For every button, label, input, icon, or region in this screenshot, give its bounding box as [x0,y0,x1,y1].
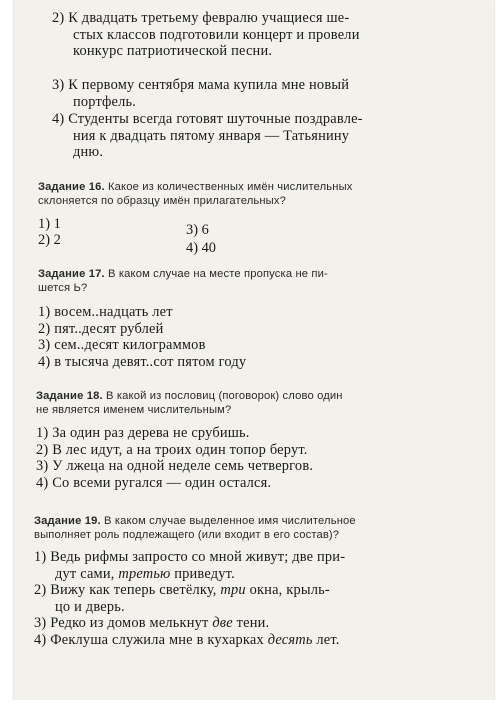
option-number: 4) [38,353,51,370]
item-line: конкурс патриотической песни. [73,43,273,59]
option-number: 3) [38,337,51,353]
option-text: в тысяча девят..сот пятом году [54,353,247,370]
option-text: лет. [312,631,340,648]
option-number: 3) [186,222,198,238]
option-number: 2) [38,232,50,248]
option-2-cont: цо и дверь. [55,598,125,615]
option [38,337,494,354]
option [36,442,494,459]
option-number: 3) [34,615,47,631]
option-text: Феклуша служила мне в кухарках [50,631,268,648]
option [38,232,61,249]
option [186,240,216,257]
task-19-heading [34,515,494,542]
task-19-options [34,549,494,648]
option-number: 1) [34,549,47,565]
option-number: 2) [34,582,47,598]
question-line: Какое из количественных имён числительных [108,181,353,193]
question-line: В каком случае выделенное имя числительное [104,515,356,527]
question-line: шется Ь? [38,281,88,294]
option-text: тени. [232,615,270,631]
item-line: портфель. [73,93,137,110]
option-text: В лес идут, а на троих один топор берут. [52,441,308,458]
item-line: стых классов подготовили концерт и провели [73,26,360,43]
highlighted-numeral: три [220,582,246,598]
option-1-cont [34,566,494,583]
task-17-heading [38,268,494,295]
highlighted-numeral: десять [267,631,313,648]
option-number: 4) [34,631,47,648]
item-line: К первому сентября мама купила мне новый [68,77,350,93]
option [38,354,494,371]
option-text: приведут. [170,565,235,582]
option-text: У лжеца на одной неделе семь четвергов. [52,458,314,474]
option-1 [34,549,494,566]
textbook-page [14,0,494,700]
question-line: В какой из пословиц (поговорок) слово один [106,390,343,402]
option-2 [34,582,494,599]
option-number: 2) [36,441,49,458]
option-text: дут сами, [55,565,119,582]
option-4 [34,632,494,649]
option-number: 2) [38,320,51,337]
option-number: 1) [38,216,50,232]
task-16-heading [38,181,494,208]
question-line: склоняется по образцу имён прилагательных? [38,194,286,207]
item-line: Студенты всегда готовят шуточные поздравле- [68,111,363,127]
option-text: 2 [53,232,61,248]
option-text: Редко из домов мелькнут [50,615,213,631]
task-18-options [36,425,494,491]
highlighted-numeral: третью [118,565,171,582]
task-17-options [38,304,494,370]
prev-item-4 [52,111,494,161]
option [36,475,494,492]
task-label: Задание 17. [38,268,105,280]
option [186,222,209,239]
task-label: Задание 19. [34,515,101,527]
item-number: 2) [52,10,65,26]
option [36,425,494,442]
option-text: окна, крыль- [245,582,330,598]
item-number: 3) [52,77,65,93]
option-number: 4) [186,240,198,256]
option-text: пят..десят рублей [54,320,164,337]
option-text: Вижу как теперь светёлку, [50,582,221,598]
option-text: 40 [201,240,216,256]
option-text: За один раз дерева не срубишь. [52,425,250,441]
option-number: 1) [36,425,49,441]
prev-item-2 [52,10,494,60]
item-line: дню. [73,144,104,160]
item-line: ния к двадцать пятому января — Татьянину [73,127,350,144]
option-text: Ведь рифмы запросто со мной живут; две при- [50,549,346,565]
option [38,216,61,233]
option-number: 1) [38,304,51,320]
option-3 [34,615,494,632]
option [36,458,494,475]
question-line: не является именем числительным? [36,403,232,416]
option-text: 1 [53,216,61,232]
option-text: восем..надцать лет [54,304,173,320]
task-18-heading [36,390,494,417]
question-line: В каком случае на месте пропуска не пи- [108,268,328,280]
task-label: Задание 16. [38,181,105,193]
task-label: Задание 18. [36,390,103,402]
option-text: сем..десят килограммов [54,337,206,353]
prev-item-3 [52,77,494,110]
option-text: 6 [201,222,209,238]
option-text: Со всеми ругался — один остался. [52,474,272,491]
option-number: 4) [36,474,49,491]
page-margin [0,700,500,720]
question-line: выполняет роль подлежащего (или входит в его состав)? [34,528,340,541]
item-number: 4) [52,111,65,127]
item-line: К двадцать третьему февралю учащиеся ше- [68,10,350,26]
option [38,321,494,338]
option-number: 3) [36,458,49,474]
option [38,304,494,321]
highlighted-numeral: две [212,615,233,631]
